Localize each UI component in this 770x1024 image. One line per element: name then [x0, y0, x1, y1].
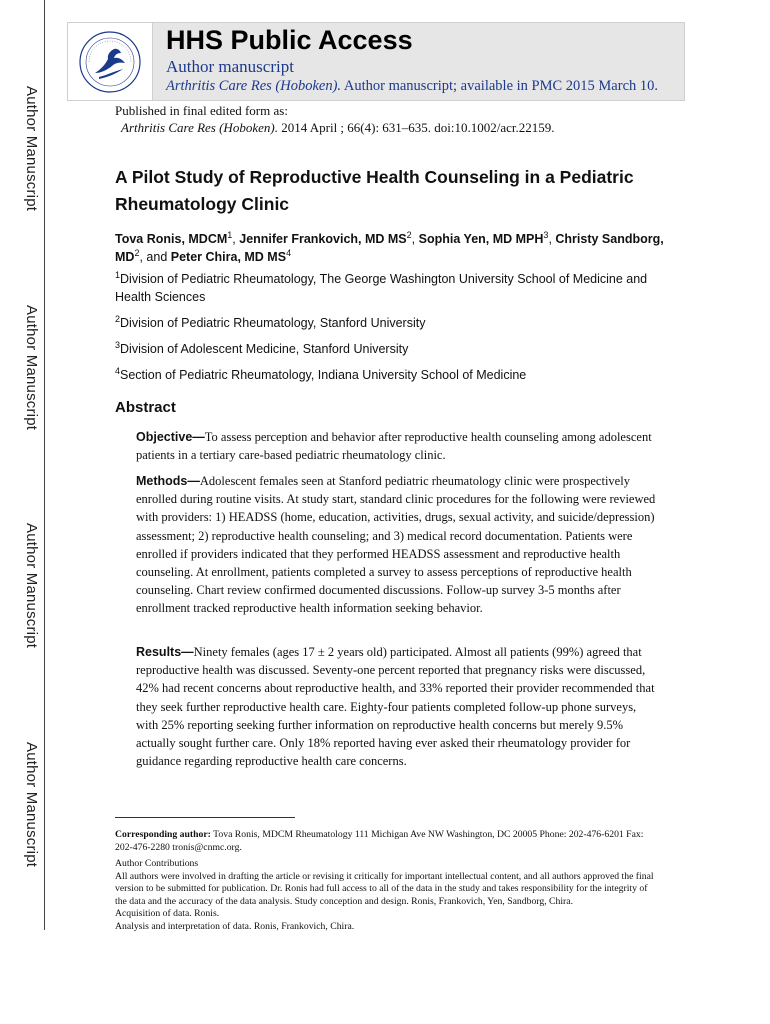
affiliation-text: Division of Adolescent Medicine, Stanford University [120, 342, 409, 356]
published-notice [115, 102, 555, 136]
affiliation-text: Section of Pediatric Rheumatology, Indiana University School of Medicine [120, 368, 527, 382]
side-label-author-manuscript: Author Manuscript [23, 305, 40, 431]
author-name: Sophia Yen, MD MPH [418, 232, 544, 246]
results-heading: Results— [136, 645, 194, 659]
abstract-results [136, 643, 656, 770]
corresponding-label: Corresponding author: [115, 829, 211, 840]
abstract-heading: Abstract [115, 399, 176, 416]
author-sup: 2 [406, 229, 412, 240]
abstract-methods [136, 472, 656, 618]
author-sup: 3 [543, 229, 549, 240]
side-margin [0, 0, 45, 930]
published-label: Published in final edited form as: [115, 103, 288, 118]
author-sup: 4 [286, 247, 292, 258]
corresponding-text: Tova Ronis, MDCM Rheumatology 111 Michigan Ave NW Washington, DC 20005 Phone: 202-476-6201 Fax: 202-476-2280 tronis@cnmc.org. [115, 829, 644, 853]
article-title: A Pilot Study of Reproductive Health Counseling in a Pediatric Rheumatology Clinic [115, 167, 634, 214]
side-label-author-manuscript: Author Manuscript [23, 86, 40, 212]
corresponding-author [115, 829, 660, 854]
hhs-header [67, 22, 685, 101]
hhs-title: HHS Public Access [166, 25, 413, 55]
objective-heading: Objective— [136, 430, 205, 444]
footnotes [115, 829, 660, 933]
availability-text: Author manuscript; available in PMC 2015 March 10. [343, 78, 659, 94]
author-list [115, 230, 675, 266]
affiliation [115, 340, 675, 358]
methods-heading: Methods— [136, 474, 200, 488]
published-citation-text: 2014 April ; 66(4): 631–635. doi:10.1002/acr.22159. [281, 120, 555, 135]
hhs-logo [68, 23, 153, 100]
author-name: Tova Ronis, MDCM [115, 232, 228, 246]
abstract-objective [136, 428, 656, 464]
contributions-heading: Author Contributions [115, 858, 199, 869]
analysis-text: Analysis and interpretation of data. Ronis, Frankovich, Chira. [115, 920, 355, 932]
methods-text: Adolescent females seen at Stanford pediatric rheumatology clinic were prospectively enrolled during routine visits. At study start, standard clinic procedures for the following were reviewed with providers: 1) HEADSS (home, education, activities, drugs, sexual activity, and suicide/depression) assessment; 2) reproductive health counseling; and 3) medical record documentation. Patients were enrolled if providers indicated that they performed HEADSS assessment and reproductive health counseling. At enrollment, patients completed a survey to assess perceptions of reproductive health counseling. Chart review confirmed documented discussions. Follow-up survey 3-5 months after enrollment tracked reproductive health information seeking behavior. [136, 474, 656, 616]
author-name: Jennifer Frankovich, MD MS [239, 232, 407, 246]
side-label-author-manuscript: Author Manuscript [23, 742, 40, 868]
affiliation-text: Division of Pediatric Rheumatology, The George Washington University School of Medicine and Health Sciences [115, 272, 648, 304]
affiliation [115, 366, 675, 384]
journal-name: Arthritis Care Res (Hoboken). [166, 78, 342, 94]
contributions-text: All authors were involved in drafting the article or revising it critically for important intellectual content, and all authors approved the final version to be submitted for publication. Dr. Ronis had full access to all of the data in the study and takes responsibility for the integrity of the data and the accuracy of the data analysis. Study conception and design. Ronis, Frankovich, Yen, Sandborg, Chira. [115, 870, 654, 907]
author-sup: 1 [227, 229, 233, 240]
affiliation-text: Division of Pediatric Rheumatology, Stanford University [120, 316, 426, 330]
hhs-eagle-icon [77, 29, 143, 95]
author-sep: , and [139, 250, 171, 264]
affiliation [115, 314, 675, 332]
affiliation-sup: 3 [115, 339, 121, 350]
affiliation-sup: 2 [115, 313, 121, 324]
affiliation-sup: 4 [115, 365, 121, 376]
author-sup: 2 [134, 247, 140, 258]
published-citation [115, 119, 555, 136]
author-name: Peter Chira, MD MS [170, 250, 287, 264]
published-journal: Arthritis Care Res (Hoboken). [121, 120, 278, 135]
author-name: Christy Sandborg, MD [115, 232, 664, 264]
hhs-availability [166, 78, 658, 95]
affiliation-sup: 1 [115, 269, 121, 280]
affiliation [115, 270, 675, 306]
hhs-subtitle: Author manuscript [166, 57, 294, 76]
author-sep: , [232, 232, 240, 246]
acquisition-text: Acquisition of data. Ronis. [115, 908, 220, 919]
author-sep: , [548, 232, 556, 246]
author-sep: , [411, 232, 419, 246]
objective-text: To assess perception and behavior after reproductive health counseling among adolescent patients in a tertiary care-based pediatric rheumatology clinic. [136, 430, 652, 463]
results-text: Ninety females (ages 17 ± 2 years old) participated. Almost all patients (99%) agreed that reproductive health was discussed. Seventy-one percent reported that pregnancy risks were discussed, 42% had recent concerns about reproductive health, and 33% reported their provider recommended that they seek further reproductive health care. Eighty-four patients completed follow-up phone surveys, with 25% reporting seeking further information on reproductive health concerns but merely 9.5% actually sought further care. Only 18% reported having ever asked their rheumatology provider for guidance regarding reproductive health care concerns. [136, 645, 655, 769]
side-label-author-manuscript: Author Manuscript [23, 523, 40, 649]
footnote-divider [115, 817, 295, 818]
